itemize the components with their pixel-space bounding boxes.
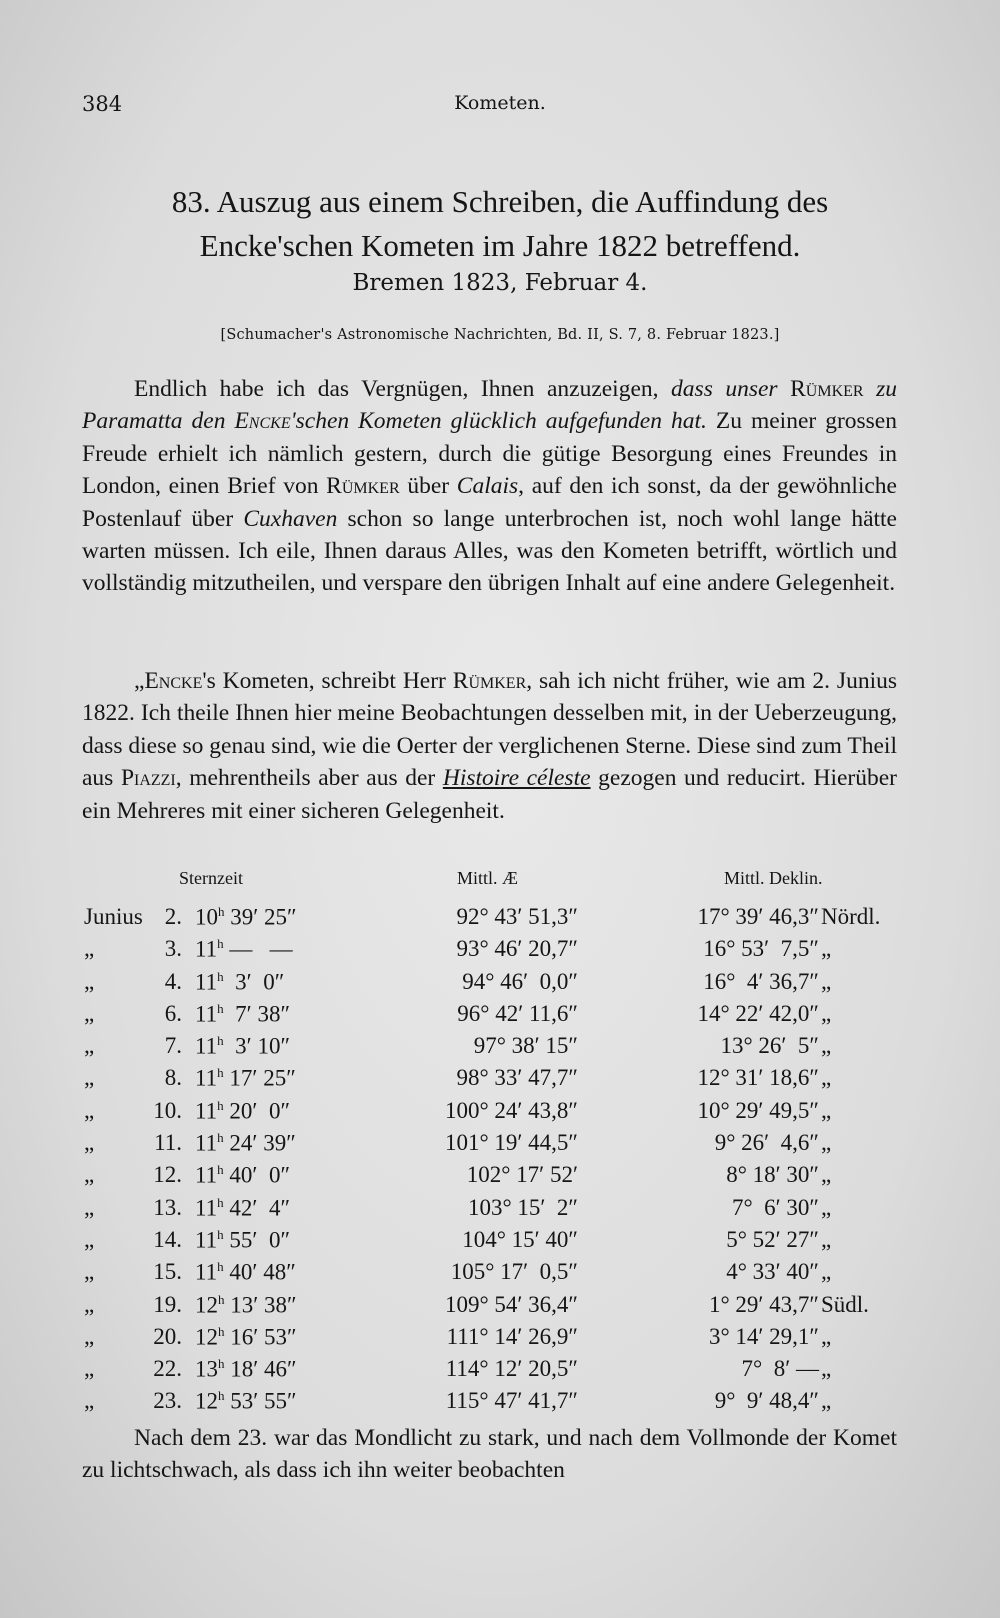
row-month: Junius [84,904,143,929]
row-day: 11. [154,1130,182,1156]
table-row [82,1162,900,1194]
hour-unit: h [217,968,224,984]
row-declination: 5° 52′ 27″ [726,1226,819,1252]
row-day: 23. [153,1388,182,1414]
row-sidereal-time [195,1388,297,1415]
table-body [82,904,900,1421]
table-row [82,1001,900,1033]
place-date: Bremen 1823, Februar 4. [352,270,648,296]
row-minutes-seconds: 42′ 4″ [223,1195,291,1221]
row-right-ascension: 93° 46′ 20,7″ [456,936,578,962]
row-hour: 11 [195,1163,218,1189]
hour-unit: h [218,1291,225,1307]
row-hour: 11 [195,1001,218,1027]
row-sidereal-time [195,1324,297,1351]
row-sidereal-time [195,1130,296,1157]
column-header-right-ascension: Mittl. Æ [457,868,519,888]
place-cuxhaven: Cuxhaven [243,505,338,532]
row-minutes-seconds: 40′ 0″ [223,1163,291,1189]
page-header [82,92,918,122]
row-day: 15. [153,1259,182,1285]
row-month: „ [84,1162,95,1188]
row-declination: 17° 39′ 46,3″ [697,904,819,929]
hour-unit: h [217,1033,224,1049]
row-declination: 9° 9′ 48,4″ [714,1388,819,1414]
name-ruemker: Rümker [452,668,527,694]
row-direction: „ [821,1097,832,1123]
row-hour: 11 [195,1130,218,1156]
row-day: 22. [153,1356,182,1382]
row-right-ascension: 102° 17′ 52′ [466,1162,578,1188]
row-right-ascension: 104° 15′ 40″ [462,1226,578,1252]
row-sidereal-time [195,1356,297,1383]
row-sidereal-time [195,1001,290,1028]
row-declination: 3° 14′ 29,1″ [708,1323,819,1349]
row-month: „ [84,1259,95,1285]
row-direction: „ [821,1000,832,1026]
section-title-line-1: 83. Auszug aus einem Schreiben, die Auffindung des [171,184,829,219]
hour-unit: h [217,936,224,952]
row-day: 19. [153,1291,182,1317]
row-declination: 16° 53′ 7,5″ [703,936,819,962]
table-row [82,1195,900,1227]
row-minutes-seconds: 3′ 10″ [223,1033,291,1059]
row-declination: 1° 29′ 43,7″ [708,1291,819,1317]
row-minutes-seconds: 20′ 0″ [223,1098,291,1124]
book-title: Histoire céleste [442,765,591,792]
row-right-ascension: 111° 14′ 26,9″ [446,1323,578,1349]
paragraph-3: Nach dem 23. war das Mondlicht zu stark, und nach dem Vollmonde der Komet zu lichtschwach, als dass ich ihn weiter beobachten [82,1425,897,1484]
table-row [82,1356,900,1388]
row-minutes-seconds: 53′ 55″ [224,1389,297,1415]
name-ruemker: Rümker [326,473,400,500]
table-row [82,1292,900,1324]
row-direction: „ [821,1388,832,1414]
hour-unit: h [217,1226,224,1242]
row-direction: „ [821,1226,832,1252]
hour-unit: h [217,1194,224,1210]
italic-text: 'schen Kometen glücklich aufgefunden hat. [290,408,707,435]
row-declination: 7° 6′ 30″ [731,1194,819,1220]
table-row [82,1033,900,1065]
row-day: 4. [164,968,182,994]
row-day: 14. [153,1226,182,1252]
row-day: 20. [153,1323,182,1349]
table-row [82,1259,900,1291]
row-right-ascension: 115° 47′ 41,7″ [445,1388,578,1414]
row-minutes-seconds: 13′ 38″ [224,1292,297,1318]
hour-unit: h [217,1259,224,1275]
row-month: „ [84,968,95,994]
name-ruemker: Rümker [790,376,864,402]
row-direction: „ [821,1259,832,1285]
row-month: „ [84,1291,95,1317]
hour-unit: h [218,1356,225,1372]
observation-table [82,868,900,1428]
table-row [82,969,900,1001]
name-encke: Encke [234,408,291,435]
row-declination: 7° 8′ — [741,1356,819,1382]
text-run: 's Kometen, schreibt Herr [202,668,453,694]
table-row [82,904,900,936]
row-declination: 4° 33′ 40″ [726,1259,819,1285]
row-direction: Nördl. [821,904,881,929]
row-minutes-seconds: 3′ 0″ [223,969,285,995]
row-sidereal-time [195,904,297,931]
table-row [82,1324,900,1356]
row-hour: 11 [195,936,218,962]
hour-unit: h [217,1065,224,1081]
row-sidereal-time [195,1227,290,1254]
row-day: 10. [153,1097,182,1123]
table-row [82,1130,900,1162]
row-right-ascension: 103° 15′ 2″ [467,1194,578,1220]
row-right-ascension: 100° 24′ 43,8″ [444,1097,578,1123]
row-minutes-seconds: 24′ 39″ [223,1130,296,1156]
row-hour: 11 [195,1227,218,1253]
row-direction: „ [821,1323,832,1349]
column-header-sidereal-time: Sternzeit [179,868,243,888]
text-run: , auf den ich sonst, da der gewöhnliche Postenlauf über [82,473,897,532]
hour-unit: h [217,1130,224,1146]
row-minutes-seconds: 39′ 25″ [224,904,297,930]
hour-unit: h [218,1323,225,1339]
row-right-ascension: 105° 17′ 0,5″ [450,1259,578,1285]
text-run: über [399,473,457,500]
row-direction: Südl. [821,1291,869,1317]
row-sidereal-time [195,969,284,996]
row-hour: 11 [195,1066,218,1092]
row-direction: „ [821,1130,832,1156]
table-row [82,1065,900,1097]
row-day: 3. [164,936,182,962]
hour-unit: h [217,1097,224,1113]
row-declination: 10° 29′ 49,5″ [697,1097,819,1123]
row-hour: 13 [195,1356,218,1382]
row-day: 2. [164,904,182,929]
row-minutes-seconds: 7′ 38″ [223,1001,291,1027]
open-quote: „ [134,668,145,694]
italic-text: zu Paramatta den [82,376,898,435]
text-run: schon so lange unterbrochen ist, noch wohl lange hätte warten müssen. Ich eile, Ihnen daraus Alles, was den Kometen betrifft, wörtlich und vollständig mitzutheilen, und verspare den übrigen Inhalt auf eine andere Gelegenheit. [82,505,897,597]
table-row [82,936,900,968]
row-hour: 12 [195,1292,218,1318]
row-month: „ [84,1097,95,1123]
table-row [82,1227,900,1259]
row-right-ascension: 97° 38′ 15″ [473,1033,578,1059]
row-declination: 14° 22′ 42,0″ [697,1000,819,1026]
row-sidereal-time [195,1033,290,1060]
row-sidereal-time [195,936,293,963]
source-citation: [Schumacher's Astronomische Nachrichten, Bd. II, S. 7, 8. Februar 1823.] [220,327,780,343]
row-hour: 11 [195,969,218,995]
section-title [80,180,920,268]
row-day: 13. [153,1194,182,1220]
row-direction: „ [821,1033,832,1059]
row-hour: 10 [195,904,218,930]
row-sidereal-time [195,1065,296,1092]
column-header-declination: Mittl. Deklin. [724,868,823,888]
hour-unit: h [218,1388,225,1404]
hour-unit: h [217,1162,224,1178]
row-minutes-seconds: — — [223,936,293,962]
row-declination: 13° 26′ 5″ [720,1033,819,1059]
row-sidereal-time [195,1195,290,1222]
hour-unit: h [218,904,225,919]
row-minutes-seconds: 17′ 25″ [223,1066,296,1092]
page-number: 384 [82,92,123,116]
paragraph-2 [82,665,897,827]
section-title-line-2: Encke'schen Kometen im Jahre 1822 betreffend. [199,228,801,263]
row-minutes-seconds: 55′ 0″ [223,1227,291,1253]
row-month: „ [84,1388,95,1414]
row-direction: „ [821,1065,832,1091]
row-direction: „ [821,968,832,994]
row-direction: „ [821,1194,832,1220]
row-hour: 12 [195,1389,218,1415]
row-declination: 9° 26′ 4,6″ [714,1130,819,1156]
row-minutes-seconds: 16′ 53″ [224,1324,297,1350]
running-head: Kometen. [454,92,546,114]
row-right-ascension: 109° 54′ 36,4″ [444,1291,578,1317]
row-right-ascension: 92° 43′ 51,3″ [456,904,578,929]
row-declination: 12° 31′ 18,6″ [697,1065,819,1091]
row-right-ascension: 94° 46′ 0,0″ [462,968,578,994]
table-row [82,1098,900,1130]
row-day: 8. [164,1065,182,1091]
row-right-ascension: 98° 33′ 47,7″ [456,1065,578,1091]
row-hour: 11 [195,1259,218,1285]
place-calais: Calais [456,473,519,500]
row-month: „ [84,936,95,962]
row-declination: 16° 4′ 36,7″ [703,968,819,994]
paragraph-1 [82,373,897,600]
row-month: „ [84,1130,95,1156]
row-right-ascension: 96° 42′ 11,6″ [457,1000,578,1026]
text-run: , sah ich nicht früher, wie am 2. Junius 1822. Ich theile Ihnen hier meine Beobachtungen desselben mit, in der Ueberzeugung, dass diese so genau sind, wie die Oerter der verglichenen Sterne. Diese sind zum Theil aus [82,668,897,792]
text-run: , mehrentheils aber aus der [175,765,443,792]
row-month: „ [84,1065,95,1091]
row-hour: 11 [195,1098,218,1124]
name-encke: Encke [144,668,203,694]
row-month: „ [84,1194,95,1220]
italic-text: dass unser [671,376,778,402]
row-right-ascension: 101° 19′ 44,5″ [444,1130,578,1156]
row-right-ascension: 114° 12′ 20,5″ [445,1356,578,1382]
row-month: „ [84,1033,95,1059]
row-hour: 11 [195,1195,218,1221]
row-day: 7. [164,1033,182,1059]
hour-unit: h [217,1000,224,1016]
text-run: Zu meiner grossen Freude erhielt ich nämlich gestern, durch die gütige Besorgung eines Freundes in London, einen Brief von [82,408,897,500]
row-month: „ [84,1356,95,1382]
row-minutes-seconds: 40′ 48″ [223,1259,296,1285]
row-month: „ [84,1226,95,1252]
row-sidereal-time [195,1292,297,1319]
row-sidereal-time [195,1098,290,1125]
text-run: gezogen und reducirt. Hierüber ein Mehreres mit einer sicheren Gelegenheit. [82,765,897,824]
row-minutes-seconds: 18′ 46″ [224,1356,297,1382]
row-sidereal-time [195,1162,290,1189]
row-declination: 8° 18′ 30″ [726,1162,819,1188]
table-row [82,1388,900,1420]
text-run: Endlich habe ich das Vergnügen, Ihnen anzuzeigen, [134,376,672,402]
row-month: „ [84,1000,95,1026]
row-direction: „ [821,1162,832,1188]
row-day: 12. [153,1162,182,1188]
name-piazzi: Piazzi [120,765,176,792]
row-direction: „ [821,1356,832,1382]
row-direction: „ [821,936,832,962]
row-hour: 12 [195,1324,218,1350]
row-hour: 11 [195,1033,218,1059]
row-sidereal-time [195,1259,296,1286]
row-month: „ [84,1323,95,1349]
row-day: 6. [164,1000,182,1026]
